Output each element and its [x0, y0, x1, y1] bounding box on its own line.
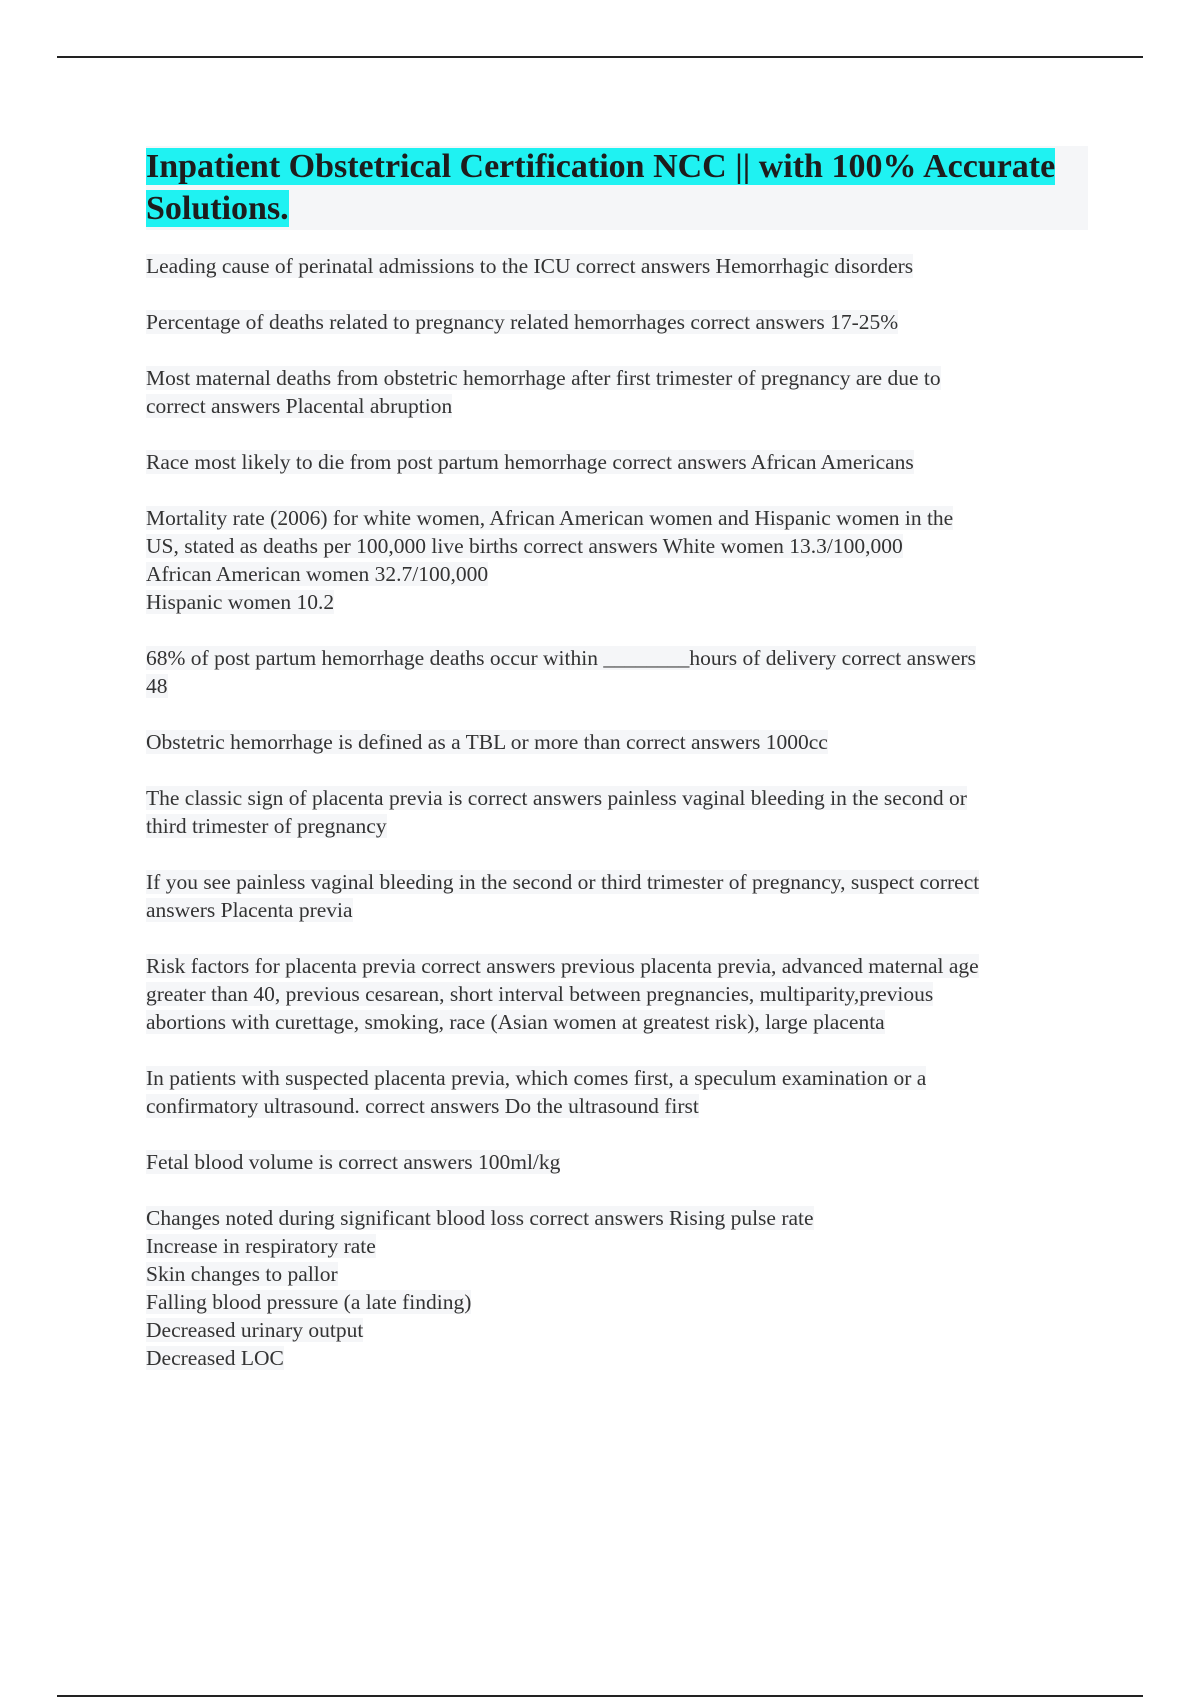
qa-item: Obstetric hemorrhage is defined as a TBL or more than correct answers 1000cc: [146, 730, 828, 754]
qa-item: Race most likely to die from post partum hemorrhage correct answers African Americans: [146, 450, 914, 474]
qa-item: 68% of post partum hemorrhage deaths occur within ________hours of delivery correct answers 48: [146, 646, 976, 698]
document-title: [146, 146, 1088, 230]
qa-item: Changes noted during significant blood loss correct answers Rising pulse rate Increase in respiratory rate Skin changes to pallor Falling blood pressure (a late finding) Decreased urinary output Decreased LOC: [146, 1206, 814, 1370]
qa-item: Fetal blood volume is correct answers 100ml/kg: [146, 1150, 561, 1174]
qa-item: In patients with suspected placenta previa, which comes first, a speculum examination or a confirmatory ultrasound. correct answers Do the ultrasound first: [146, 1066, 927, 1118]
qa-item: The classic sign of placenta previa is correct answers painless vaginal bleeding in the second or third trimester of pregnancy: [146, 786, 967, 838]
qa-item: Mortality rate (2006) for white women, African American women and Hispanic women in the US, stated as deaths per 100,000 live births correct answers White women 13.3/100,000 African American women 32.7/100,000 Hispanic women 10.2: [146, 506, 954, 614]
qa-item: Risk factors for placenta previa correct answers previous placenta previa, advanced maternal age greater than 40, previous cesarean, short interval between pregnancies, multiparity,previous abortions with curettage, smoking, race (Asian women at greatest risk), large placenta: [146, 954, 979, 1034]
qa-item: Percentage of deaths related to pregnancy related hemorrhages correct answers 17-25%: [146, 310, 899, 334]
bottom-rule: [57, 1695, 1143, 1697]
top-rule: [57, 56, 1143, 58]
qa-item: If you see painless vaginal bleeding in the second or third trimester of pregnancy, suspect correct answers Placenta previa: [146, 870, 980, 922]
qa-item: Leading cause of perinatal admissions to the ICU correct answers Hemorrhagic disorders: [146, 254, 914, 278]
title-block: [146, 146, 1088, 230]
qa-item: Most maternal deaths from obstetric hemorrhage after first trimester of pregnancy are due to correct answers Placental abruption: [146, 366, 941, 418]
title-highlight: Inpatient Obstetrical Certification NCC || with 100% Accurate Solutions.: [146, 148, 1056, 227]
document-body: [146, 146, 1088, 1400]
